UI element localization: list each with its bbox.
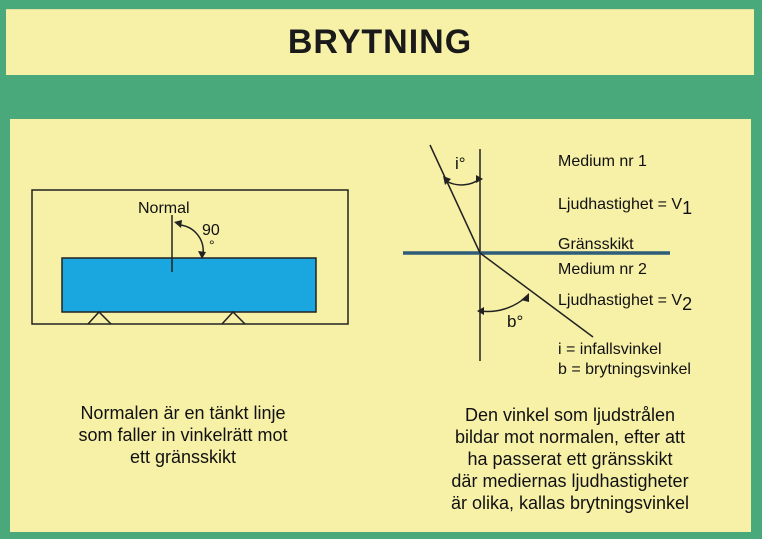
right-angle-arc — [180, 225, 203, 254]
degree-symbol: ° — [209, 237, 215, 253]
incidence-angle-label: i° — [455, 154, 466, 173]
title-bar — [6, 9, 754, 75]
blue-block — [62, 258, 316, 312]
refraction-diagram — [403, 145, 692, 378]
boundary-label: Gränsskikt — [558, 236, 634, 253]
refraction-caption: Den vinkel som ljudstrålen bildar mot normalen, efter att ha passerat ett gränsskikt där mediernas ljudhastigheter är olika, kallas brytningsvinkel — [450, 405, 690, 513]
incidence-angle-arc — [446, 179, 480, 185]
arc-arrow-start — [174, 220, 182, 228]
support-left — [88, 312, 111, 324]
speed-2-label: Ljudhastighet = V2 — [558, 292, 693, 314]
normal-label: Normal — [138, 200, 190, 217]
legend-b: b = brytningsvinkel — [558, 361, 691, 378]
legend-i: i = infallsvinkel — [558, 341, 662, 358]
refraction-angle-arc — [480, 297, 526, 312]
support-right — [222, 312, 245, 324]
incidence-arrow — [443, 176, 451, 185]
content-panel — [10, 119, 751, 532]
speed-1-label: Ljudhastighet = V1 — [558, 196, 693, 218]
medium-1-label: Medium nr 1 — [558, 153, 647, 170]
normal-caption: Normalen är en tänkt linje som faller in vinkelrätt mot ett gränsskikt — [78, 403, 288, 467]
medium-2-label: Medium nr 2 — [558, 261, 647, 278]
refraction-angle-label: b° — [507, 312, 524, 331]
angle-90-label: 90 — [202, 222, 220, 239]
page-title: BRYTNING — [287, 23, 473, 61]
normal-diagram — [32, 190, 348, 324]
